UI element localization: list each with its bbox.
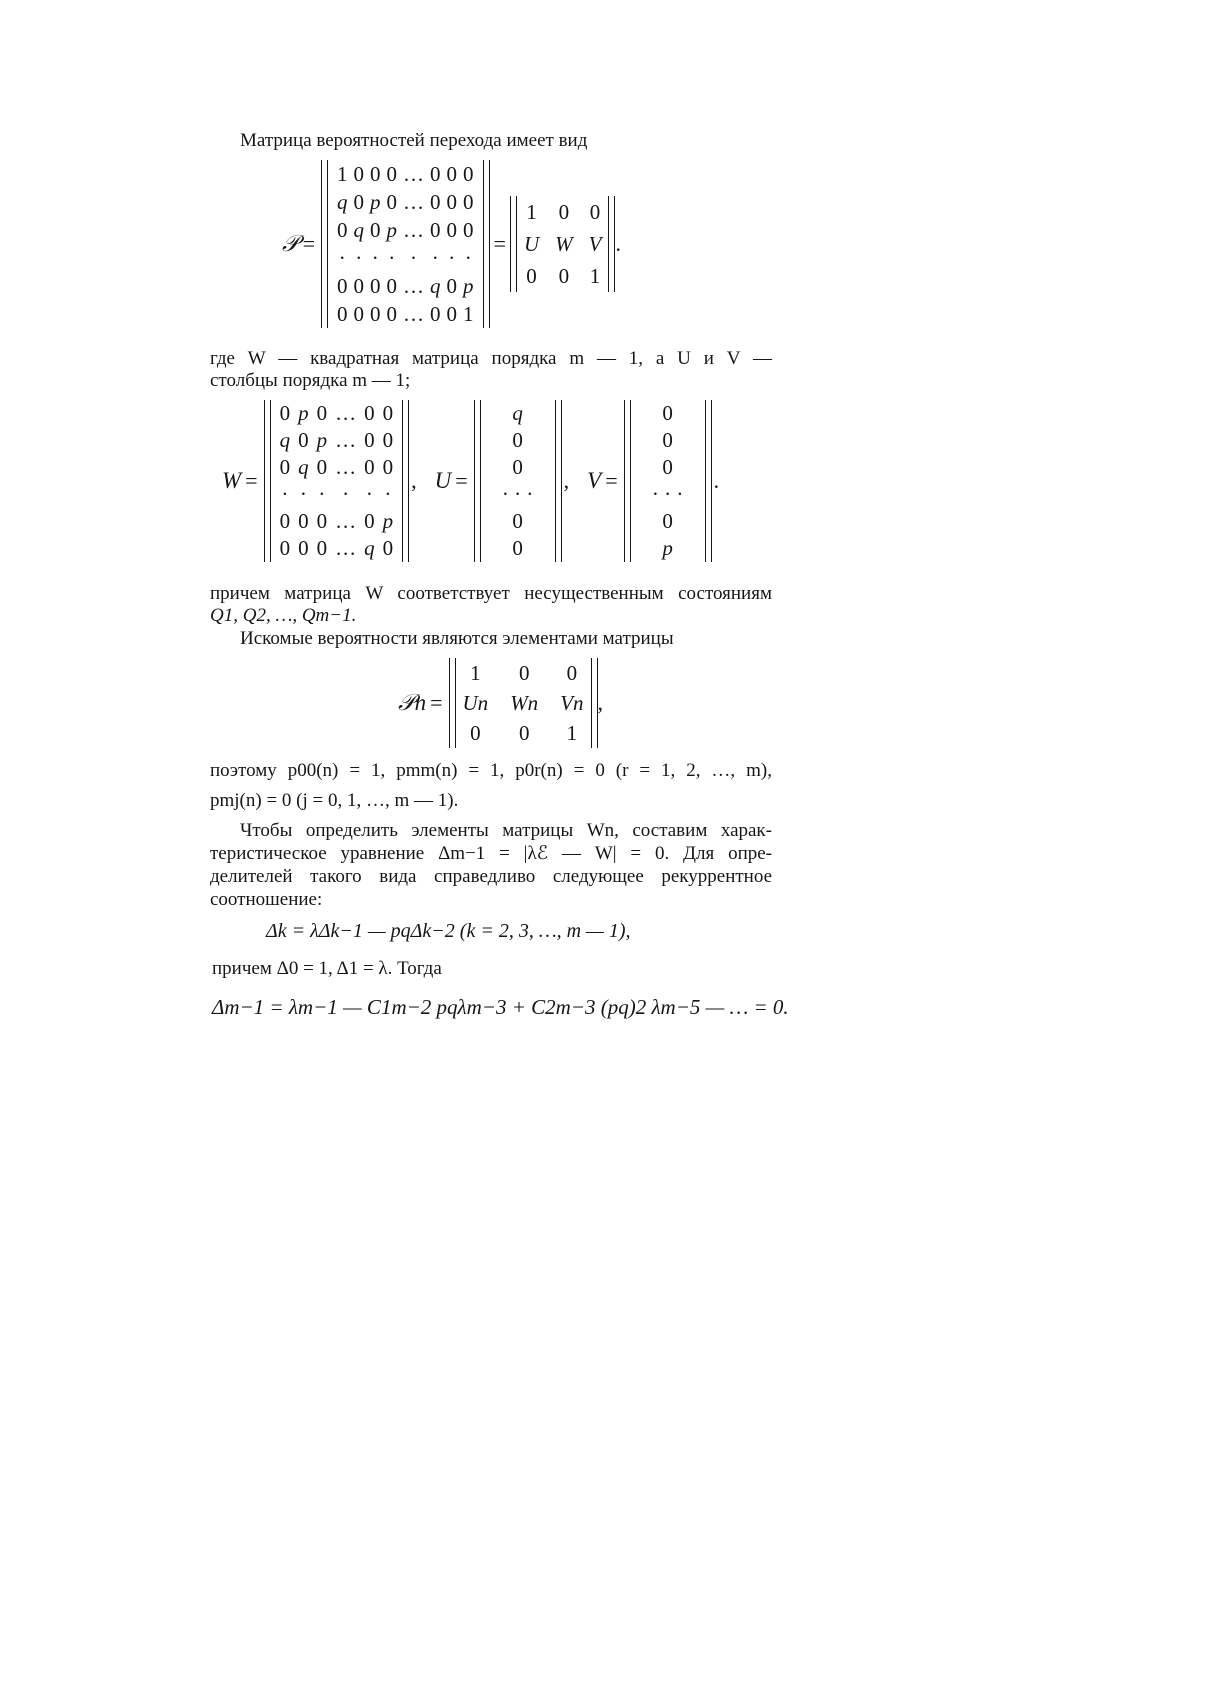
matrix-cell: 0 — [446, 218, 458, 242]
intro-line: Матрица вероятностей перехода имеет вид — [240, 130, 588, 151]
matrix-cell: 0 — [279, 536, 291, 560]
matrix-cell: 0 — [512, 455, 523, 479]
matrix-cell: 0 — [463, 162, 474, 186]
w-matrix-label: W — [222, 468, 242, 493]
therefore-line1: поэтому p00(n) = 1, pmm(n) = 1, p0r(n) = 0 (r = 1, 2, …, m), — [210, 760, 772, 781]
matrix-cell: … — [403, 218, 425, 242]
matrix-cell: 0 — [364, 401, 375, 425]
pn-matrix — [449, 658, 598, 748]
matrix-cell: q — [279, 428, 291, 452]
matrix-cell: 0 — [364, 509, 375, 533]
matrix-cell: q — [298, 455, 309, 479]
matrix-cell: 0 — [353, 302, 365, 326]
matrix-cell: · — [410, 246, 418, 270]
matrix-cell: 0 — [386, 302, 398, 326]
matrix-cell: 0 — [470, 721, 481, 745]
matrix-cell: 0 — [370, 162, 381, 186]
matrix-cell: 0 — [337, 218, 348, 242]
matrix-cell: 0 — [662, 455, 673, 479]
matrix-cell: 0 — [353, 162, 365, 186]
matrix-cell: · — [281, 482, 289, 506]
p-matrix — [321, 160, 490, 328]
matrix-cell: 1 — [470, 661, 481, 685]
matrix-cell: 0 — [370, 274, 381, 298]
initial-conditions: причем Δ0 = 1, Δ1 = λ. Тогда — [212, 958, 442, 979]
matrix-cell: 0 — [364, 455, 375, 479]
matrix-cell: Vn — [560, 691, 584, 715]
matrix-cell: W — [555, 232, 573, 256]
v-vector-cells — [631, 400, 705, 562]
matrix-cell: V — [588, 232, 602, 256]
matrix-cell: 0 — [370, 302, 381, 326]
matrix-cell: 0 — [512, 428, 523, 452]
matrix-cell: … — [335, 536, 357, 560]
matrix-cell: … — [335, 401, 357, 425]
matrix-cell: 0 — [430, 218, 441, 242]
matrix-cell: 0 — [518, 661, 530, 685]
matrix-cell: · — [365, 482, 373, 506]
matrix-cell: 0 — [316, 401, 328, 425]
matrix-cell: 0 — [337, 302, 348, 326]
u-vector-cells — [481, 400, 555, 562]
matrix-cell: … — [335, 509, 357, 533]
matrix-cell: 0 — [430, 190, 441, 214]
matrix-cell: · — [338, 246, 346, 270]
matrix-cell: · — [299, 482, 307, 506]
matrix-cell: … — [403, 274, 425, 298]
matrix-cell: 0 — [298, 536, 309, 560]
v-vector — [624, 400, 712, 562]
matrix-cell: Un — [462, 691, 489, 715]
matrix-cell: q — [364, 536, 375, 560]
matrix-cell: 0 — [526, 264, 537, 288]
matrix-cell: · · · — [501, 482, 534, 506]
matrix-cell: · · · — [651, 482, 684, 506]
matrix-cell: … — [403, 302, 425, 326]
matrix-cell: 1 — [566, 721, 578, 745]
pn-matrix-equation: 𝒫n = 1 0 0 Un Wn Vn 0 0 1 , — [398, 658, 603, 748]
matrix-cell: 0 — [386, 162, 398, 186]
matrix-cell: 1 — [526, 200, 537, 224]
p-block-matrix — [510, 196, 616, 292]
para-where-line1: где W — квадратная матрица порядка m — 1, а U и V — — [210, 348, 772, 369]
matrix-cell: 0 — [364, 428, 375, 452]
matrix-cell: q — [337, 190, 348, 214]
matrix-cell: 0 — [446, 302, 458, 326]
para-char-line1: Чтобы определить элементы матрицы Wn, составим харак- — [240, 820, 772, 841]
w-matrix — [264, 400, 410, 562]
matrix-cell: 0 — [382, 455, 394, 479]
matrix-cell: · — [431, 246, 439, 270]
matrix-cell: 0 — [353, 190, 365, 214]
matrix-cell: 0 — [430, 302, 441, 326]
matrix-cell: p — [298, 401, 309, 425]
matrix-cell: 0 — [316, 509, 328, 533]
matrix-cell: U — [523, 232, 540, 256]
matrix-cell: q — [353, 218, 365, 242]
u-vector-label: U — [434, 468, 452, 493]
matrix-cell: 0 — [446, 274, 458, 298]
matrix-cell: 0 — [279, 401, 291, 425]
matrix-cell: · — [384, 482, 392, 506]
matrix-cell: 0 — [589, 200, 601, 224]
matrix-cell: 0 — [512, 509, 523, 533]
para-char-line3: делителей такого вида справедливо следующее рекуррентное — [210, 866, 772, 887]
matrix-cell: … — [403, 190, 425, 214]
matrix-cell: q — [430, 274, 441, 298]
matrix-cell: 0 — [662, 428, 673, 452]
p-matrix-cells — [328, 160, 483, 328]
matrix-cell: 0 — [558, 264, 570, 288]
matrix-cell: Wn — [510, 691, 539, 715]
matrix-cell: · — [388, 246, 396, 270]
matrix-cell: · — [448, 246, 456, 270]
pn-matrix-label: 𝒫n — [398, 690, 427, 715]
matrix-cell: 0 — [446, 190, 458, 214]
matrix-cell: p — [316, 428, 328, 452]
p-block-matrix-cells — [517, 196, 609, 292]
matrix-cell: · — [318, 482, 326, 506]
u-vector — [474, 400, 562, 562]
matrix-cell: 0 — [662, 401, 673, 425]
matrix-cell: · — [342, 482, 350, 506]
matrix-cell: 0 — [370, 218, 381, 242]
matrix-cell: p — [370, 190, 381, 214]
matrix-cell: 0 — [298, 509, 309, 533]
matrix-cell: 0 — [316, 536, 328, 560]
matrix-cell: · — [464, 246, 472, 270]
para-nonessential-line2: Q1, Q2, …, Qm−1. — [210, 605, 357, 626]
characteristic-polynomial: Δm−1 = λm−1 — C1m−2 pqλm−3 + C2m−3 (pq)2 λm−5 — … = 0. — [212, 995, 789, 1019]
para-nonessential-line1: причем матрица W соответствует несущественным состояниям — [210, 583, 772, 604]
w-matrix-cells — [271, 400, 403, 562]
matrix-cell: … — [335, 428, 357, 452]
para-char-line4: соотношение: — [210, 889, 323, 910]
wuv-equations: W = 0 p 0 … 0 0 q 0 p … 0 0 0 q 0 … 0 0 · · · · · · 0 0 0 … 0 p 0 0 0 … q 0 , U = q 0 0 · · · 0 0 , V = 0 0 0 · · · 0 p . — [222, 401, 720, 560]
matrix-cell: 0 — [463, 190, 474, 214]
para-char-line2: теристическое уравнение Δm−1 = |λℰ — W| = 0. Для опре- — [210, 843, 772, 864]
matrix-cell: 0 — [566, 661, 578, 685]
matrix-cell: 0 — [382, 536, 394, 560]
matrix-cell: 0 — [382, 401, 394, 425]
para-where-line2: столбцы порядка m — 1; — [210, 370, 411, 391]
matrix-cell: 1 — [337, 162, 348, 186]
transition-matrix-equation: 𝒫 = 1 0 0 0 … 0 0 0 q 0 p 0 … 0 0 0 0 q 0 p … 0 0 0 · · · · · · · · 0 0 0 0 … q 0 p 0 0 0 0 … 0 0 1 = 1 0 0 U W V 0 0 1 . — [282, 162, 621, 326]
matrix-cell: 0 — [316, 455, 328, 479]
sought-line: Искомые вероятности являются элементами матрицы — [240, 628, 674, 649]
matrix-cell: 0 — [386, 274, 398, 298]
matrix-cell: p — [463, 274, 474, 298]
matrix-cell: 0 — [662, 509, 673, 533]
matrix-cell: 0 — [337, 274, 348, 298]
matrix-cell: 0 — [512, 536, 523, 560]
matrix-cell: p — [386, 218, 398, 242]
matrix-cell: … — [335, 455, 357, 479]
matrix-cell: 0 — [382, 428, 394, 452]
matrix-cell: 0 — [298, 428, 309, 452]
matrix-cell: q — [512, 401, 523, 425]
matrix-cell: 0 — [518, 721, 530, 745]
matrix-cell: 0 — [430, 162, 441, 186]
matrix-cell: 0 — [386, 190, 398, 214]
matrix-cell: · — [371, 246, 379, 270]
v-vector-label: V — [587, 468, 602, 493]
matrix-cell: p — [382, 509, 394, 533]
p-matrix-label: 𝒫 — [282, 231, 299, 256]
matrix-cell: 0 — [279, 455, 291, 479]
matrix-cell: p — [662, 536, 673, 560]
matrix-cell: 0 — [279, 509, 291, 533]
recurrence-formula: Δk = λΔk−1 — pqΔk−2 (k = 2, 3, …, m — 1), — [266, 920, 631, 942]
matrix-cell: 0 — [446, 162, 458, 186]
matrix-cell: 0 — [353, 274, 365, 298]
pn-matrix-cells — [456, 658, 591, 748]
matrix-cell: 0 — [463, 218, 474, 242]
matrix-cell: 1 — [463, 302, 474, 326]
matrix-cell: … — [403, 162, 425, 186]
matrix-cell: 1 — [589, 264, 601, 288]
matrix-cell: · — [355, 246, 363, 270]
therefore-line2: pmj(n) = 0 (j = 0, 1, …, m — 1). — [210, 790, 459, 811]
matrix-cell: 0 — [558, 200, 570, 224]
